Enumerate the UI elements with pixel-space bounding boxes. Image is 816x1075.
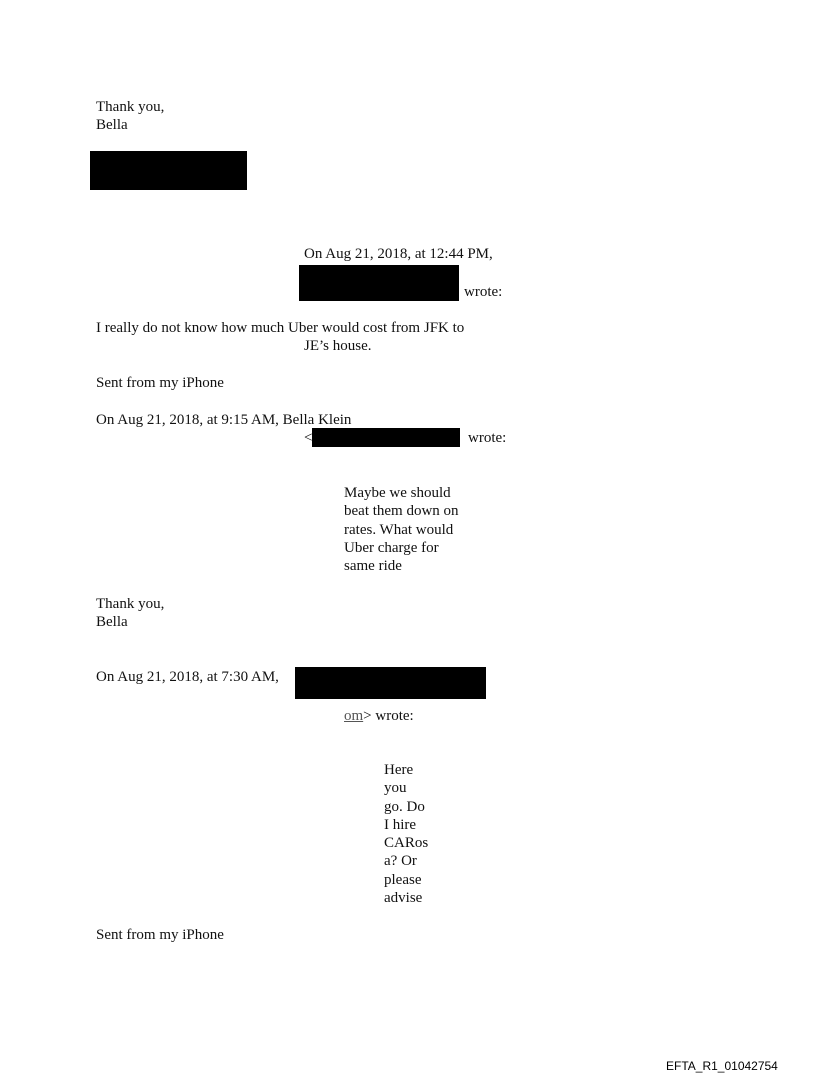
- message-body-line: CARos: [384, 835, 429, 852]
- sent-from-signature: Sent from my iPhone: [96, 927, 224, 943]
- message-body-line: a? Or: [384, 853, 417, 870]
- message-body-line: rates. What would: [344, 521, 454, 538]
- wrote-label: > wrote:: [363, 708, 414, 724]
- message-body-line: same ride: [344, 558, 402, 575]
- message-body-line: beat them down on: [344, 503, 459, 520]
- email-open-bracket: <: [304, 430, 313, 446]
- reply-header: On Aug 21, 2018, at 7:30 AM,: [96, 669, 279, 685]
- message-body-line: I really do not know how much Uber would cost from JFK to: [96, 320, 465, 336]
- redaction-block: [295, 667, 486, 699]
- redaction-block: [299, 265, 459, 301]
- email-address-fragment: [344, 707, 414, 725]
- bates-number: EFTA_R1_01042754: [666, 1059, 778, 1073]
- redaction-block: [312, 428, 460, 447]
- message-body-line: go. Do: [384, 798, 425, 815]
- redaction-block: [90, 151, 247, 190]
- message-body-line: JE’s house.: [304, 338, 372, 354]
- signoff-thanks: Thank you,: [96, 596, 165, 612]
- message-body-line: please: [384, 871, 422, 888]
- message-body-line: you: [384, 780, 407, 797]
- signoff-thanks: Thank you,: [96, 99, 165, 115]
- message-body-line: I hire: [384, 816, 417, 833]
- wrote-label: wrote:: [468, 430, 507, 446]
- email-link-fragment[interactable]: om: [344, 708, 364, 724]
- signoff-name: Bella: [96, 117, 128, 133]
- message-body-line: Uber charge for: [344, 539, 439, 556]
- wrote-label: wrote:: [464, 284, 503, 300]
- message-body: [384, 761, 428, 907]
- reply-header: On Aug 21, 2018, at 9:15 AM, Bella Klein: [96, 412, 352, 428]
- reply-header: On Aug 21, 2018, at 12:44 PM,: [304, 246, 493, 262]
- sent-from-signature: Sent from my iPhone: [96, 375, 224, 391]
- signoff-name: Bella: [96, 614, 128, 630]
- message-body-line: Here: [384, 762, 414, 778]
- message-body-line: advise: [384, 890, 423, 907]
- message-body: [344, 484, 459, 575]
- message-body-line: Maybe we should: [344, 485, 451, 501]
